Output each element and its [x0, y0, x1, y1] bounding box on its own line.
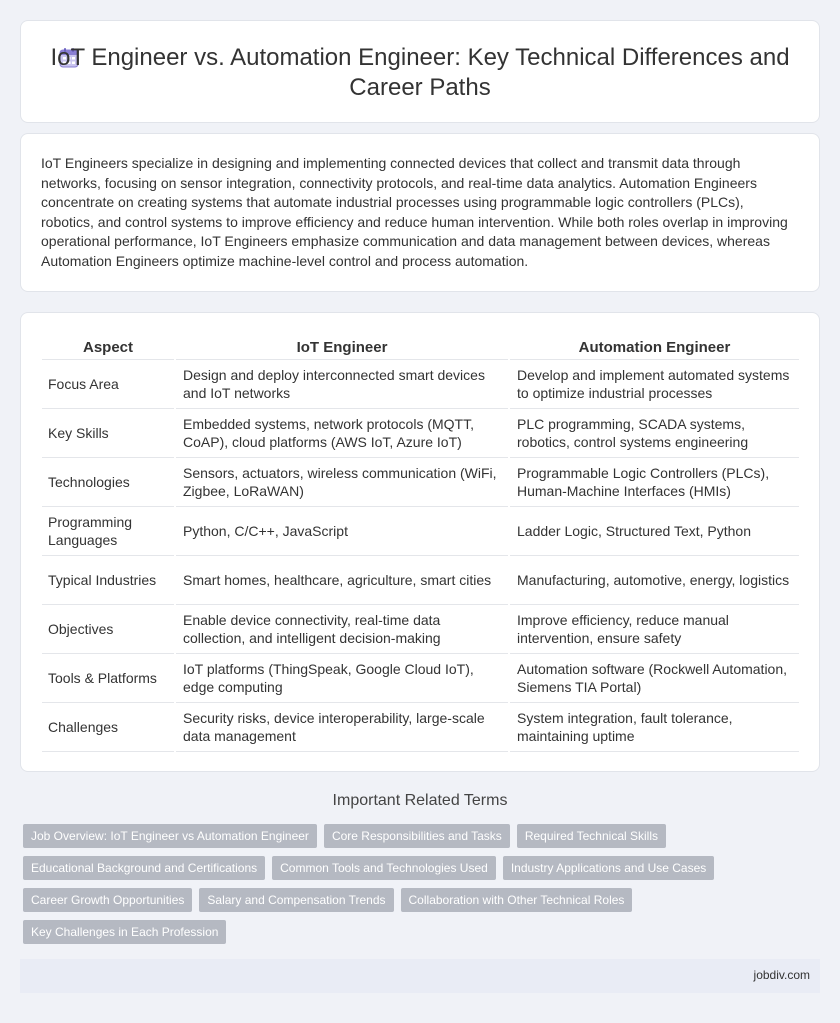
related-term-tag[interactable]: Key Challenges in Each Profession	[23, 920, 226, 944]
aspect-cell: Objectives	[42, 604, 175, 653]
header-iot-engineer: IoT Engineer	[175, 333, 509, 359]
iot-cell: Design and deploy interconnected smart devices and IoT networks	[175, 359, 509, 408]
aspect-cell: Technologies	[42, 457, 175, 506]
automation-cell: Programmable Logic Controllers (PLCs), Human-Machine Interfaces (HMIs)	[509, 457, 799, 506]
automation-cell: Manufacturing, automotive, energy, logistics	[509, 555, 799, 604]
intro-text: IoT Engineers specialize in designing and implementing connected devices that collect and transmit data through networks, focusing on sensor integration, connectivity protocols, and real-time data analytics. Automation Engineers concentrate on creating systems that automate industrial processes using programmable logic controllers (PLCs), robotics, and control systems to improve efficiency and reduce human intervention. While both roles overlap in improving operational performance, IoT Engineers emphasize communication and data management between devices, whereas Automation Engineers optimize machine-level control and process automation.	[41, 155, 788, 269]
iot-cell: Enable device connectivity, real-time data collection, and intelligent decision-making	[175, 604, 509, 653]
aspect-cell: Programming Languages	[42, 506, 175, 555]
aspect-cell: Key Skills	[42, 408, 175, 457]
table-row	[42, 555, 799, 604]
related-term-tag[interactable]: Required Technical Skills	[517, 824, 666, 848]
iot-cell: Security risks, device interoperability, large-scale data management	[175, 702, 509, 751]
header-aspect: Aspect	[42, 333, 175, 359]
aspect-cell: Challenges	[42, 702, 175, 751]
automation-cell: Improve efficiency, reduce manual intervention, ensure safety	[509, 604, 799, 653]
related-term-tag[interactable]: Industry Applications and Use Cases	[503, 856, 714, 880]
related-term-tag[interactable]: Educational Background and Certifications	[23, 856, 265, 880]
table-row	[42, 408, 799, 457]
header-automation-engineer: Automation Engineer	[509, 333, 799, 359]
aspect-cell: Typical Industries	[42, 555, 175, 604]
table-row	[42, 457, 799, 506]
table-row	[42, 506, 799, 555]
iot-cell: IoT platforms (ThingSpeak, Google Cloud IoT), edge computing	[175, 653, 509, 702]
related-terms-list	[23, 824, 803, 944]
iot-cell: Python, C/C++, JavaScript	[175, 506, 509, 555]
related-term-tag[interactable]: Common Tools and Technologies Used	[272, 856, 496, 880]
table-row	[42, 359, 799, 408]
automation-cell: PLC programming, SCADA systems, robotics, control systems engineering	[509, 408, 799, 457]
related-term-tag[interactable]: Job Overview: IoT Engineer vs Automation Engineer	[23, 824, 317, 848]
footer	[20, 959, 820, 993]
table-row	[42, 702, 799, 751]
iot-cell: Embedded systems, network protocols (MQTT, CoAP), cloud platforms (AWS IoT, Azure IoT)	[175, 408, 509, 457]
automation-cell: System integration, fault tolerance, maintaining uptime	[509, 702, 799, 751]
related-term-tag[interactable]: Collaboration with Other Technical Roles	[401, 888, 633, 912]
related-term-tag[interactable]: Career Growth Opportunities	[23, 888, 192, 912]
iot-cell: Sensors, actuators, wireless communication (WiFi, Zigbee, LoRaWAN)	[175, 457, 509, 506]
related-terms-title: Important Related Terms	[332, 792, 508, 809]
comparison-card	[20, 312, 820, 772]
automation-cell: Develop and implement automated systems to optimize industrial processes	[509, 359, 799, 408]
aspect-cell: Tools & Platforms	[42, 653, 175, 702]
table-row	[42, 653, 799, 702]
header-card	[20, 20, 820, 123]
table-row	[42, 604, 799, 653]
footer-site-link[interactable]: jobdiv.com	[753, 968, 810, 982]
iot-cell: Smart homes, healthcare, agriculture, smart cities	[175, 555, 509, 604]
automation-cell: Ladder Logic, Structured Text, Python	[509, 506, 799, 555]
table-header-row	[42, 333, 799, 359]
page-title: IoT Engineer vs. Automation Engineer: Key Technical Differences and Career Paths	[50, 44, 790, 101]
automation-cell: Automation software (Rockwell Automation, Siemens TIA Portal)	[509, 653, 799, 702]
aspect-cell: Focus Area	[42, 359, 175, 408]
related-term-tag[interactable]: Salary and Compensation Trends	[199, 888, 393, 912]
intro-card	[20, 133, 820, 292]
comparison-table	[42, 333, 799, 752]
related-term-tag[interactable]: Core Responsibilities and Tasks	[324, 824, 510, 848]
